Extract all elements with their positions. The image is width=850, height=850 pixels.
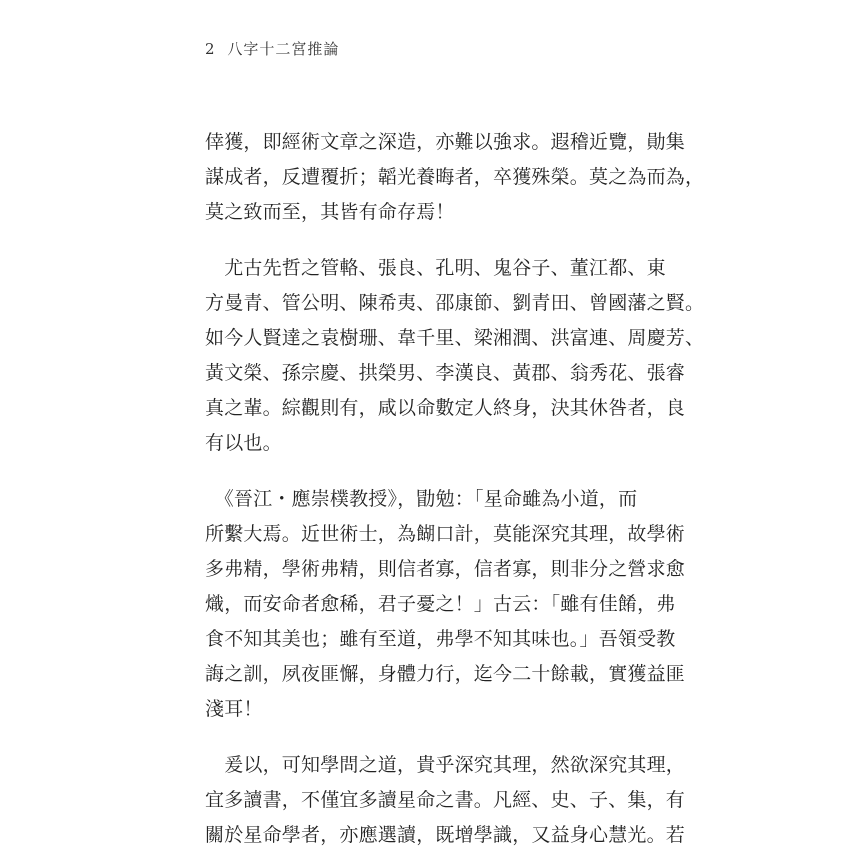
text-line: 有以也。	[205, 432, 282, 454]
body-text	[205, 125, 705, 850]
text-line: 莫之致而至，其皆有命存焉！	[205, 201, 455, 223]
text-line: 淺耳！	[205, 698, 263, 720]
text-line: 多弗精，學術弗精，則信者寡，信者寡，則非分之營求愈	[205, 558, 686, 580]
paragraph	[205, 748, 686, 850]
page-number: 2	[205, 40, 216, 58]
paragraph	[205, 125, 705, 230]
book-title: 八字十二宮推論	[227, 40, 340, 58]
paragraph	[205, 482, 686, 727]
text-line: 謀成者，反遭覆折；韜光養晦者，卒獲殊榮。莫之為而為，	[205, 166, 705, 188]
text-line: 尤古先哲之管輅、張良、孔明、鬼谷子、董江都、東	[205, 257, 666, 279]
text-line: 如今人賢達之袁樹珊、韋千里、梁湘潤、洪富連、周慶芳、	[205, 327, 705, 349]
text-line: 關於星命學者，亦應選讀，既增學識，又益身心慧光。若	[205, 824, 686, 846]
running-header	[205, 38, 339, 59]
text-line: 所繫大焉。近世術士，為餬口計，莫能深究其理，故學術	[205, 523, 686, 545]
text-line: 爰以，可知學問之道，貴乎深究其理，然欲深究其理，	[205, 754, 686, 776]
text-line: 誨之訓，夙夜匪懈，身體力行，迄今二十餘載，實獲益匪	[205, 663, 686, 685]
text-line: 黃文榮、孫宗慶、拱榮男、李漢良、黃郡、翁秀花、張睿	[205, 362, 686, 384]
text-line: 食不知其美也；雖有至道，弗學不知其味也。」吾領受教	[205, 628, 676, 650]
text-line: 真之輩。綜觀則有，咸以命數定人終身，決其休咎者，良	[205, 397, 686, 419]
text-line: 倖獲，即經術文章之深造，亦難以強求。遐稽近覽，勛集	[205, 131, 686, 153]
text-line: 方曼青、管公明、陳希夷、邵康節、劉青田、曾國藩之賢。	[205, 292, 705, 314]
paragraph	[205, 251, 705, 461]
text-line: 《晉江・應崇樸教授》，勖勉：「星命雖為小道，而	[205, 488, 638, 510]
text-line: 熾，而安命者愈稀，君子憂之！」古云：「雖有佳餚，弗	[205, 593, 676, 615]
text-line: 宜多讀書，不僅宜多讀星命之書。凡經、史、子、集，有	[205, 789, 686, 811]
